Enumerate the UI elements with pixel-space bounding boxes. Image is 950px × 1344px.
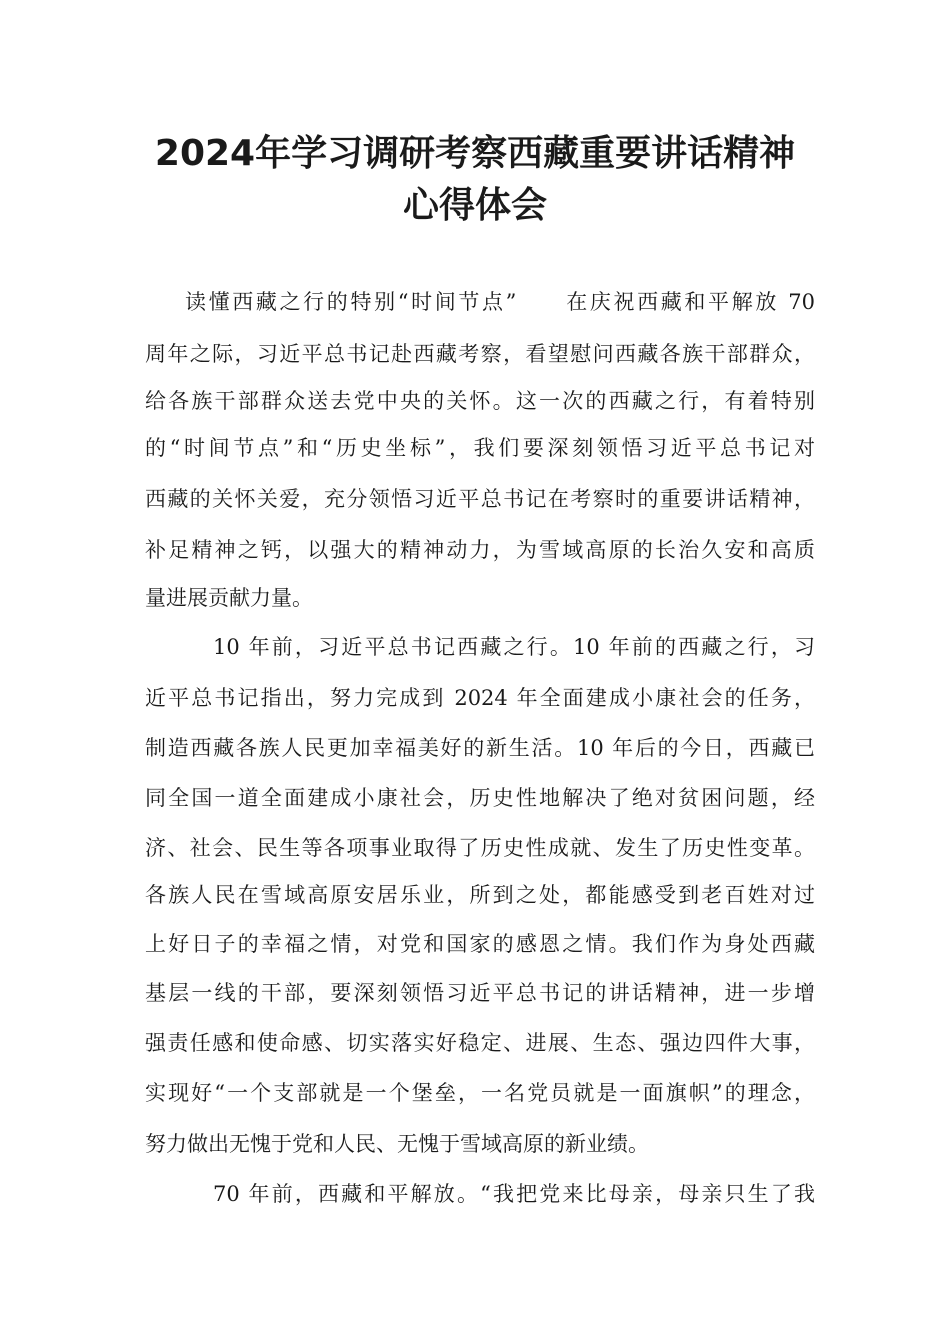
paragraph-1-line-1: 读懂西藏之行的特别“时间节点” 在庆祝西藏和平解放 70 bbox=[185, 290, 815, 314]
paragraph-2-line-1: 10 年前，习近平总书记西藏之行。10 年前的西藏之行，习 bbox=[213, 635, 815, 659]
paragraph-2-line-10: 实现好“一个支部就是一个堡垒，一名党员就是一面旗帜”的理念， bbox=[145, 1081, 815, 1105]
paragraph-2-line-8: 基层一线的干部，要深刻领悟习近平总书记的讲话精神，进一步增 bbox=[145, 981, 815, 1005]
paragraph-2-line-3: 制造西藏各族人民更加幸福美好的新生活。10 年后的今日，西藏已 bbox=[145, 736, 815, 760]
paragraph-2-line-7: 上好日子的幸福之情，对党和国家的感恩之情。我们作为身处西藏 bbox=[145, 932, 815, 956]
paragraph-1-line-2: 周年之际，习近平总书记赴西藏考察，看望慰问西藏各族干部群众， bbox=[145, 342, 815, 366]
paragraph-1-line-4: 的“时间节点”和“历史坐标”，我们要深刻领悟习近平总书记对 bbox=[145, 436, 815, 460]
paragraph-1-line-5: 西藏的关怀关爱，充分领悟习近平总书记在考察时的重要讲话精神， bbox=[145, 487, 815, 511]
document-title-line-2: 心得体会 bbox=[402, 185, 547, 226]
paragraph-2-line-2: 近平总书记指出，努力完成到 2024 年全面建成小康社会的任务， bbox=[145, 686, 815, 710]
paragraph-2-line-4: 同全国一道全面建成小康社会，历史性地解决了绝对贫困问题，经 bbox=[145, 786, 815, 810]
paragraph-2-line-6: 各族人民在雪域高原安居乐业，所到之处，都能感受到老百姓对过 bbox=[145, 883, 815, 907]
paragraph-3-line-1: 70 年前，西藏和平解放。“我把党来比母亲，母亲只生了我 bbox=[213, 1182, 815, 1206]
paragraph-2-line-11: 努力做出无愧于党和人民、无愧于雪域高原的新业绩。 bbox=[145, 1132, 649, 1156]
paragraph-1-line-3: 给各族干部群众送去党中央的关怀。这一次的西藏之行，有着特别 bbox=[145, 389, 815, 413]
document-title-line-1: 2024年学习调研考察西藏重要讲话精神 bbox=[154, 133, 796, 174]
paragraph-2-line-5: 济、社会、民生等各项事业取得了历史性成就、发生了历史性变革。 bbox=[145, 836, 815, 860]
paragraph-1-line-6: 补足精神之钙，以强大的精神动力，为雪域高原的长治久安和高质 bbox=[145, 538, 815, 562]
paragraph-2-line-9: 强责任感和使命感、切实落实好稳定、进展、生态、强边四件大事， bbox=[145, 1031, 815, 1055]
paragraph-1-line-7: 量进展贡献力量。 bbox=[145, 586, 313, 610]
